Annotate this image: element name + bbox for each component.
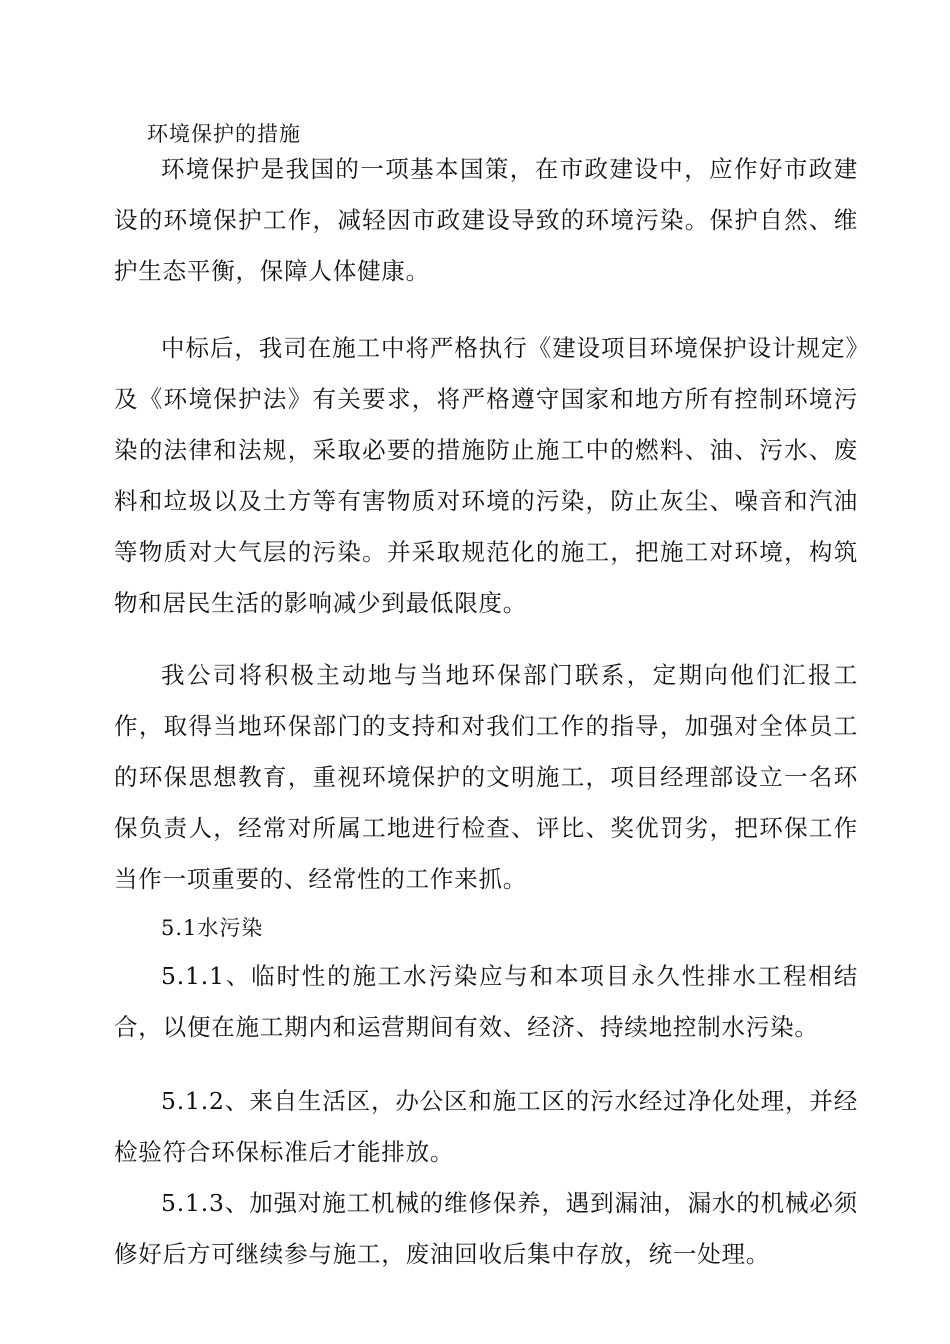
section-heading-water-pollution: 5.1水污染 <box>161 916 264 940</box>
paragraph-national-policy: 环境保护是我国的一项基本国策，在市政建设中，应作好市政建设的环境保护工作，减轻因市政建设导致的环境污染。保护自然、维护生态平衡，保障人体健康。 <box>114 155 858 285</box>
paragraph-regulations: 中标后，我司在施工中将严格执行《建设项目环境保护设计规定》及《环境保护法》有关要求，将严格遵守国家和地方所有控制环境污染的法律和法规，采取必要的措施防止施工中的燃料、油、污水、废料和垃圾以及土方等有害物质对环境的污染，防止灰尘、噪音和汽油等物质对大气层的污染。并采取规范化的施工，把施工对环境，构筑物和居民生活的影响减少到最低限度。 <box>114 334 858 617</box>
document-title: 环境保护的措施 <box>147 122 301 146</box>
list-item-5-1-3: 5.1.3、加强对施工机械的维修保养，遇到漏油，漏水的机械必须修好后方可继续参与施工，废油回收后集中存放，统一处理。 <box>114 1189 858 1268</box>
paragraph-coordination: 我公司将积极主动地与当地环保部门联系，定期向他们汇报工作，取得当地环保部门的支持和对我们工作的指导，加强对全体员工的环保思想教育，重视环境保护的文明施工，项目经理部设立一名环保负责人，经常对所属工地进行检查、评比、奖优罚劣，把环保工作当作一项重要的、经常性的工作来抓。 <box>114 661 858 893</box>
list-item-5-1-1: 5.1.1、临时性的施工水污染应与和本项目永久性排水工程相结合，以便在施工期内和运营期间有效、经济、持续地控制水污染。 <box>114 962 858 1041</box>
list-item-5-1-2: 5.1.2、来自生活区，办公区和施工区的污水经过净化处理，并经检验符合环保标准后才能排放。 <box>114 1087 858 1166</box>
